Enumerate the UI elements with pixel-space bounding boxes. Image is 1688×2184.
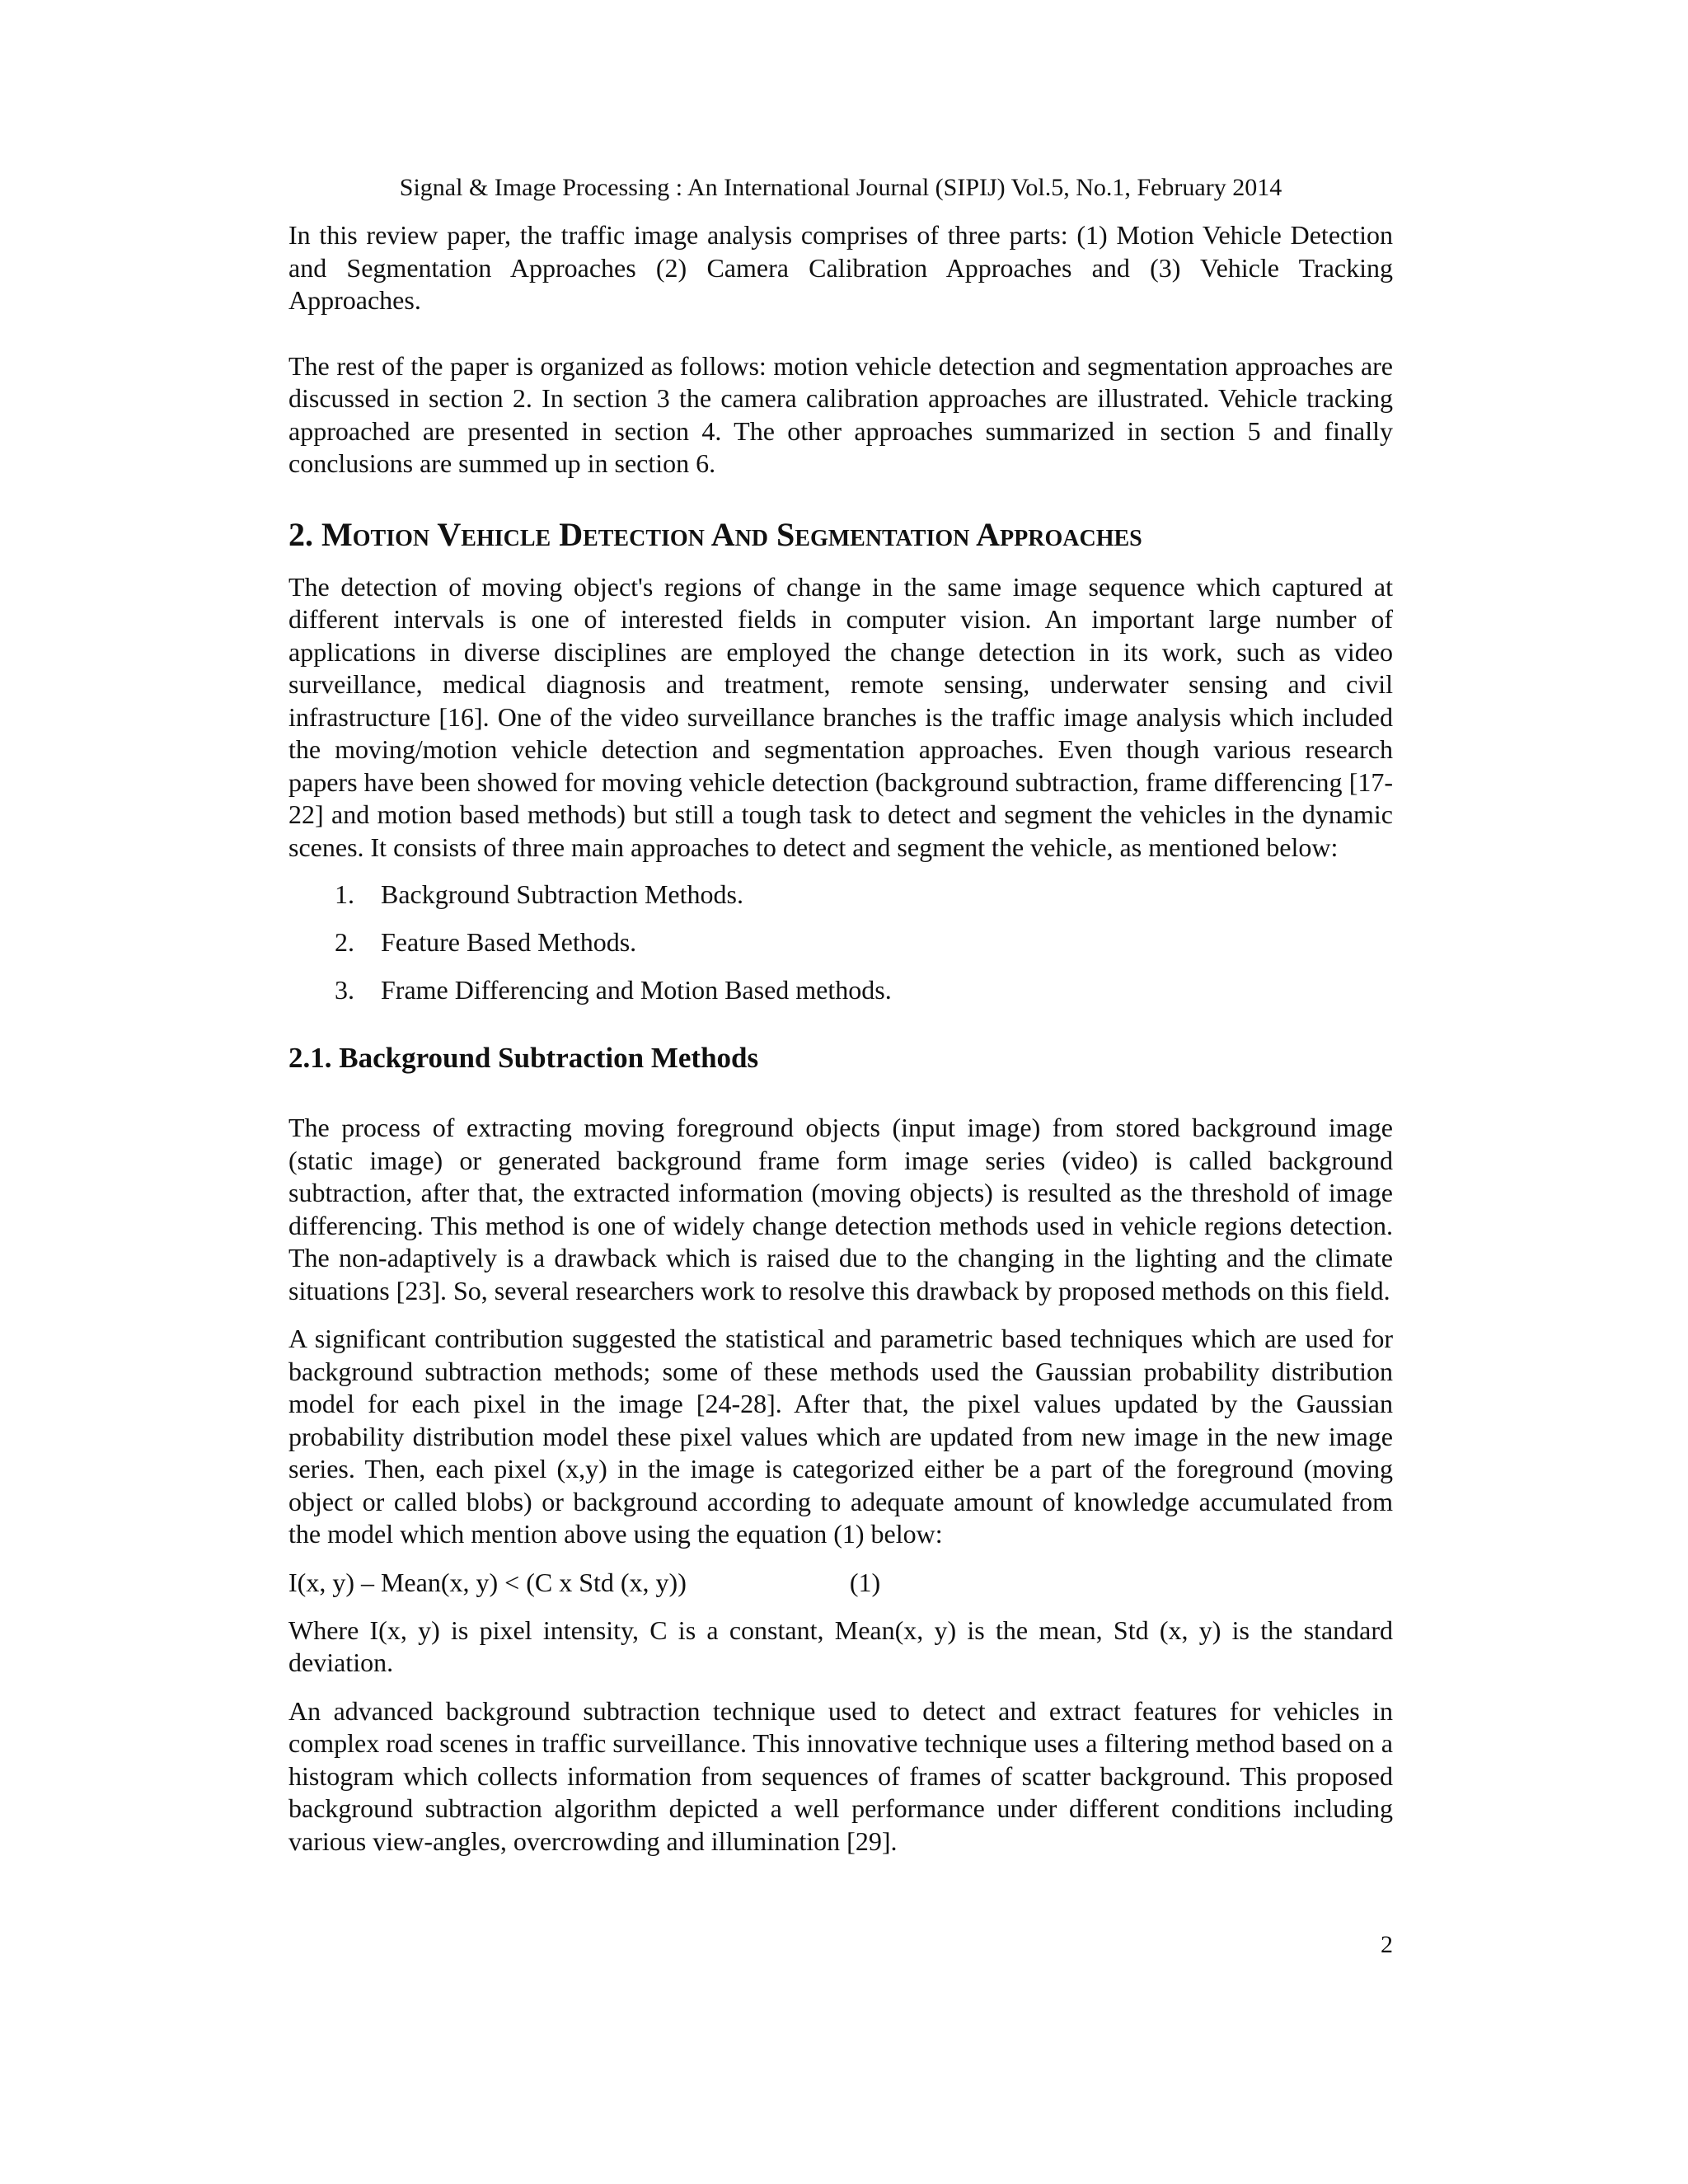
list-item-number: 3. [335,975,354,1005]
page-body [288,219,1393,1858]
list-item-text: Background Subtraction Methods. [381,879,743,909]
subsection-2-1-heading: 2.1. Background Subtraction Methods [288,1042,759,1074]
equation-1 [288,1567,1393,1599]
running-header: Signal & Image Processing : An International Journal (SIPIJ) Vol.5, No.1, February 2014 [399,174,1282,201]
list-item [335,879,1393,911]
list-item-text: Frame Differencing and Motion Based methods. [381,975,892,1005]
page-number: 2 [1381,1931,1393,1958]
section-2-number: 2. [288,515,313,553]
list-item-number: 1. [335,879,354,909]
section-2-title: Motion Vehicle Detection And Segmentation Approaches [321,515,1142,553]
list-item-number: 2. [335,927,354,957]
section-2-heading [288,515,1393,555]
background-subtraction-paragraph: The process of extracting moving foreground objects (input image) from stored background image (static image) or generated background frame form image series (video) is called background subtraction, after that, the extracted information (moving objects) is resulted as the threshold of image differencing. This method is one of widely change detection methods used in vehicle regions detection. The non-adaptively is a drawback which is raised due to the changing in the lighting and the climate situations [23]. So, several researchers work to resolve this drawback by proposed methods on this field. [288,1113,1393,1305]
methods-list [288,879,1393,1006]
equation-text: I(x, y) – Mean(x, y) < (C x Std (x, y)) [288,1567,687,1597]
list-item [335,926,1393,958]
intro-paragraph: In this review paper, the traffic image analysis comprises of three parts: (1) Motion Vehicle Detection and Segmentation Approaches (2) Camera Calibration Approaches and (3) Vehicle Tracking Approaches. [288,220,1393,315]
list-item-text: Feature Based Methods. [381,927,637,957]
equation-number: (1) [849,1567,881,1597]
advanced-technique-paragraph: An advanced background subtraction technique used to detect and extract features for vehicles in complex road scenes in traffic surveillance. This innovative technique uses a filtering method based on a histogram which collects information from sequences of frames of scatter background. This proposed background subtraction algorithm depicted a well performance under different conditions including various view-angles, overcrowding and illumination [29]. [288,1695,1393,1856]
list-item [335,974,1393,1006]
section-2-paragraph: The detection of moving object's regions of change in the same image sequence which captured at different intervals is one of interested fields in computer vision. An important large number of applications in diverse disciplines are employed the change detection in its work, such as video surveillance, medical diagnosis and treatment, remote sensing, underwater sensing and civil infrastructure [16]. One of the video surveillance branches is the traffic image analysis which included the moving/motion vehicle detection and segmentation approaches. Even though various research papers have been showed for moving vehicle detection (background subtraction, frame differencing [17-22] and motion based methods) but still a tough task to detect and segment the vehicles in the dynamic scenes. It consists of three main approaches to detect and segment the vehicle, as mentioned below: [288,571,1393,862]
organization-paragraph: The rest of the paper is organized as follows: motion vehicle detection and segmentation approaches are discussed in section 2. In section 3 the camera calibration approaches are illustrated. Vehicle tracking approached are presented in section 4. The other approaches summarized in section 5 and finally conclusions are summed up in section 6. [288,350,1393,478]
equation-explanation-paragraph: Where I(x, y) is pixel intensity, C is a constant, Mean(x, y) is the mean, Std (x, y) is the standard deviation. [288,1615,1393,1677]
gaussian-model-paragraph: A significant contribution suggested the statistical and parametric based techniques which are used for background subtraction methods; some of these methods used the Gaussian probability distribution model for each pixel in the image [24-28]. After that, the pixel values updated by the Gaussian probability distribution model these pixel values which are updated from new image in the new image series. Then, each pixel (x,y) in the image is categorized either be a part of the foreground (moving object or called blobs) or background according to adequate amount of knowledge accumulated from the model which mention above using the equation (1) below: [288,1324,1393,1549]
